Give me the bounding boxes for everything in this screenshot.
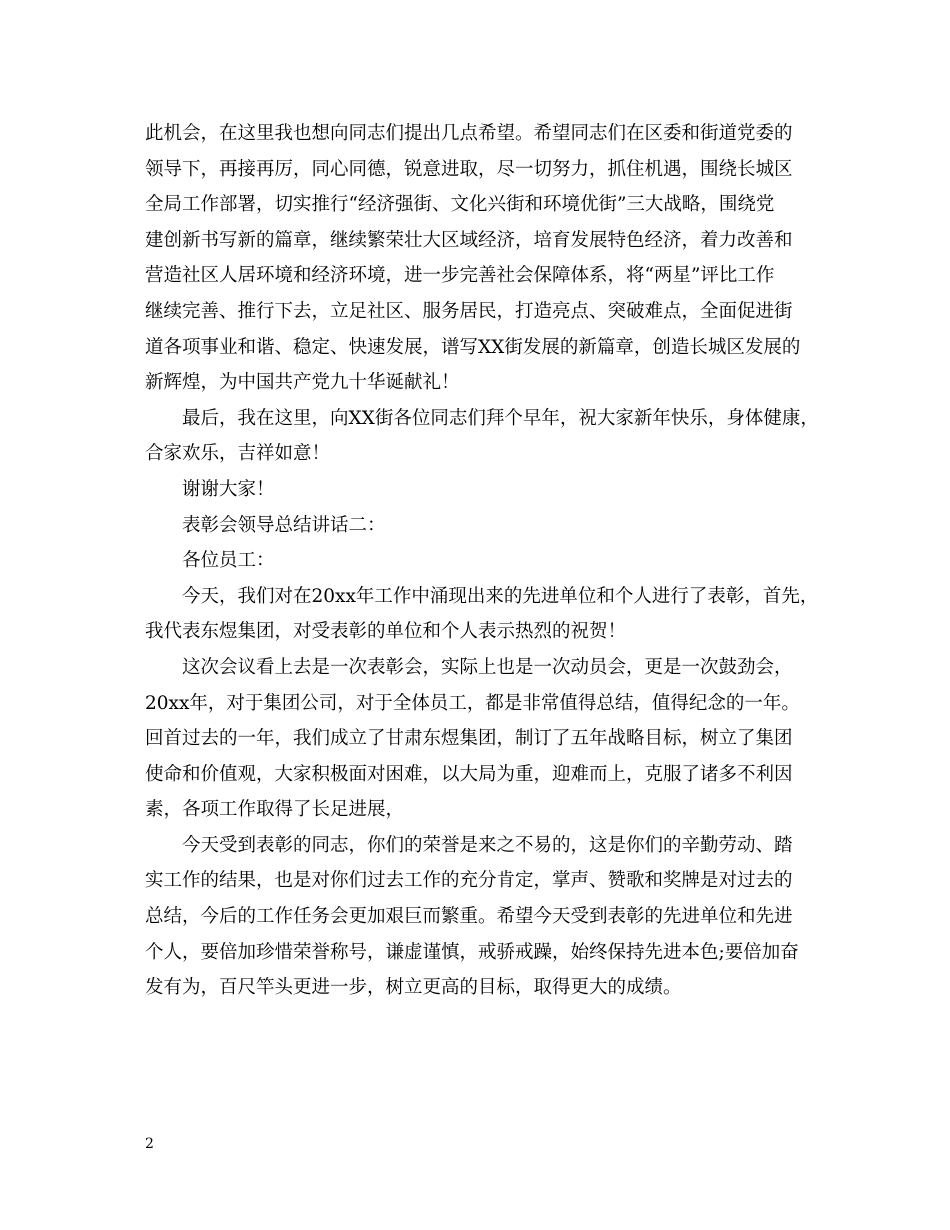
- text-line: 发有为，百尺竿头更进一步，树立更高的目标，取得更大的成绩。: [145, 977, 682, 999]
- text-line: 使命和价值观，大家积极面对困难，以大局为重，迎难而上，克服了诸多不利因: [145, 763, 793, 785]
- text-line: 营造社区人居环境和经济环境，进一步完善社会保障体系，将“两星”评比工作: [145, 265, 775, 287]
- text-line: 领导下，再接再厉，同心同德，锐意进取，尽一切努力，抓住机遇，围绕长城区: [145, 158, 793, 180]
- text-line: 20xx年，对于集团公司，对于全体员工，都是非常值得总结，值得纪念的一年。: [145, 692, 800, 714]
- text-line: 道各项事业和谐、稳定、快速发展，谱写XX街发展的新篇章，创造长城区发展的: [145, 336, 801, 358]
- paragraph-start-line: 这次会议看上去是一次表彰会，实际上也是一次动员会，更是一次鼓劲会，: [182, 656, 793, 678]
- section-heading-line: 表彰会领导总结讲话二：: [182, 514, 386, 536]
- text-line: 回首过去的一年，我们成立了甘肃东煜集团，制订了五年战略目标，树立了集团: [145, 728, 793, 750]
- paragraph-start-line: 最后，我在这里，向XX街各位同志们拜个早年，祝大家新年快乐，身体健康，: [182, 407, 819, 429]
- text-line: 总结，今后的工作任务会更加艰巨而繁重。希望今天受到表彰的先进单位和先进: [145, 906, 793, 928]
- text-line: 此机会，在这里我也想向同志们提出几点希望。希望同志们在区委和街道党委的: [145, 123, 793, 144]
- paragraph-start-line: 今天受到表彰的同志，你们的荣誉是来之不易的，这是你们的辛勤劳动、踏: [182, 834, 793, 856]
- text-line: 继续完善、推行下去，立足社区、服务居民，打造亮点、突破难点，全面促进街: [145, 300, 793, 322]
- text-line: 合家欢乐，吉祥如意！: [145, 443, 331, 465]
- page-number: 2: [145, 1136, 154, 1152]
- text-line: 建创新书写新的篇章，继续繁荣壮大区域经济，培育发展特色经济，着力改善和: [145, 229, 793, 251]
- text-line: 个人，要倍加珍惜荣誉称号，谦虚谨慎，戒骄戒躁，始终保持先进本色;要倍加奋: [145, 941, 799, 963]
- text-line: 全局工作部署，切实推行“经济强街、文化兴街和环境优街”三大战略，围绕党: [145, 194, 775, 216]
- document-body: [145, 116, 825, 1006]
- salutation-line: 各位员工：: [182, 550, 275, 572]
- paragraph-start-line: 谢谢大家！: [182, 478, 275, 500]
- text-line: 素，各项工作取得了长足进展，: [145, 799, 405, 821]
- text-line: 新辉煌，为中国共产党九十华诞献礼！: [145, 372, 460, 394]
- text-line: 实工作的结果，也是对你们过去工作的充分肯定，掌声、赞歌和奖牌是对过去的: [145, 870, 793, 892]
- text-line: 我代表东煜集团，对受表彰的单位和个人表示热烈的祝贺！: [145, 621, 627, 643]
- paragraph-start-line: 今天，我们对在20xx年工作中涌现出来的先进单位和个人进行了表彰，首先，: [182, 585, 819, 607]
